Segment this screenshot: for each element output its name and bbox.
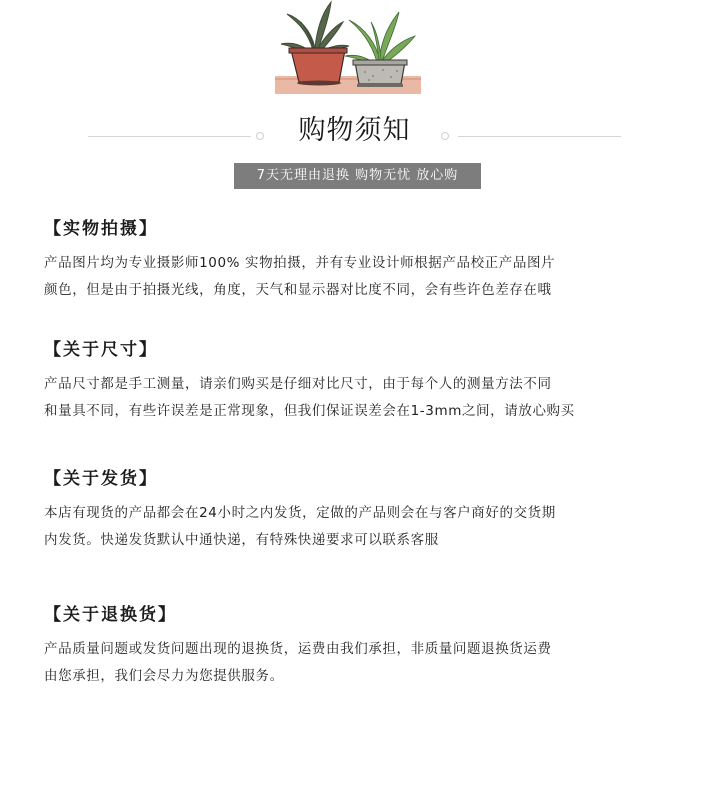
section-body [44,371,674,425]
section-text-line: 和量具不同，有些许误差是正常现象，但我们保证误差会在1-3mm之间，请放心购买 [44,403,575,419]
section-size [44,337,674,425]
section-heading: 【实物拍摄】 [44,219,158,239]
section-body [44,500,674,554]
section-text-line: 产品尺寸都是手工测量，请亲们购买是仔细对比尺寸，由于每个人的测量方法不同 [44,376,552,392]
title-divider-right [458,136,621,137]
section-heading: 【关于退换货】 [44,605,177,625]
section-returns [44,602,674,690]
title-dot-right [441,132,449,140]
section-shipping [44,466,674,554]
section-heading: 【关于尺寸】 [44,340,158,360]
title-row [0,106,709,146]
tagline-badge: 7天无理由退换 购物无忧 放心购 [234,163,481,189]
section-body [44,636,674,690]
section-text-line: 由您承担，我们会尽力为您提供服务。 [44,668,284,684]
section-photography [44,216,674,304]
section-text-line: 产品图片均为专业摄影师100% 实物拍摄，并有专业设计师根据产品校正产品图片 [44,255,556,271]
potted-plants-icon [273,0,423,96]
section-body [44,250,674,304]
section-text-line: 产品质量问题或发货问题出现的退换货，运费由我们承担，非质量问题退换货运费 [44,641,552,657]
section-text-line: 本店有现货的产品都会在24小时之内发货，定做的产品则会在与客户商好的交货期 [44,505,556,521]
section-text-line: 内发货。快递发货默认中通快递，有特殊快递要求可以联系客服 [44,532,439,548]
section-text-line: 颜色，但是由于拍摄光线，角度，天气和显示器对比度不同，会有些许色差存在哦 [44,282,552,298]
section-heading: 【关于发货】 [44,469,158,489]
page-title: 购物须知 [298,115,411,146]
